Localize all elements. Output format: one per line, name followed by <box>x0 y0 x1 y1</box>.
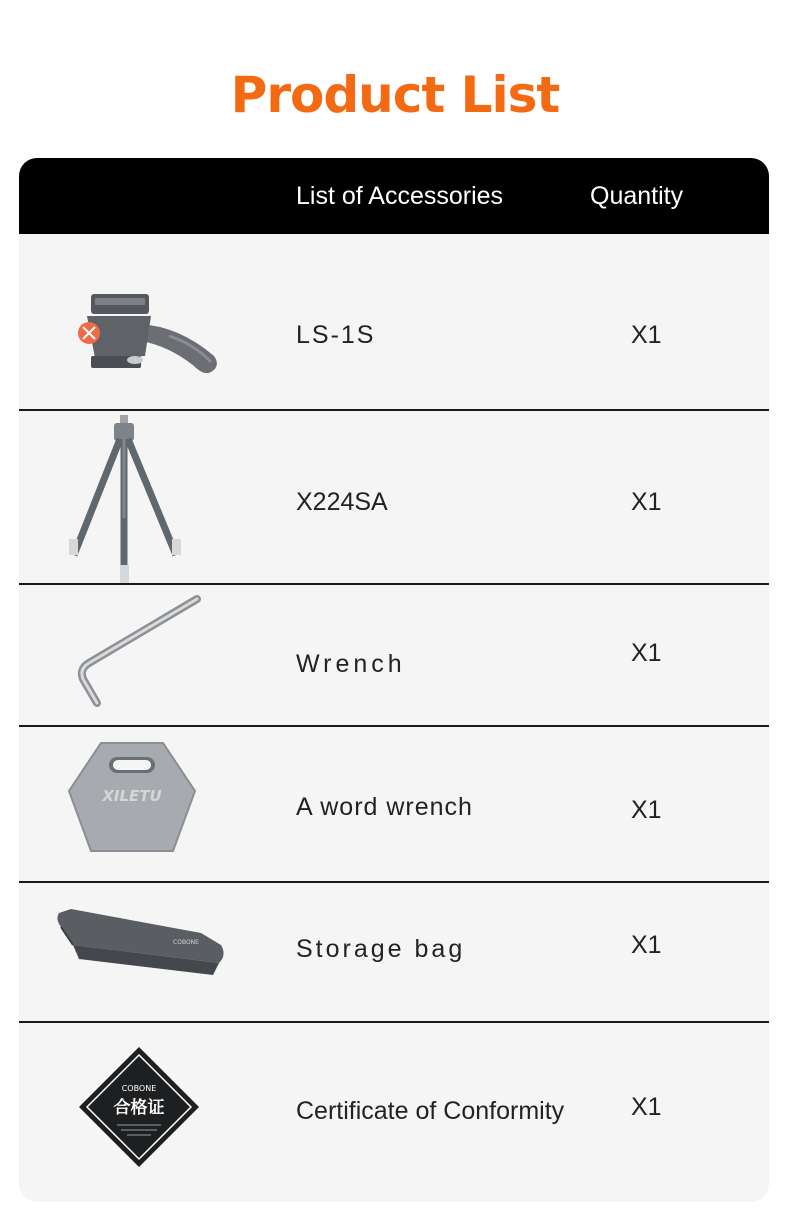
table-header <box>19 158 769 234</box>
table-row <box>19 234 769 410</box>
item-name: LS-1S <box>296 321 376 349</box>
accessories-column-header: List of Accessories <box>296 182 504 210</box>
word-wrench-logo: XILETU <box>102 787 162 805</box>
item-quantity: X1 <box>631 639 662 667</box>
storage-bag-icon <box>51 905 231 985</box>
item-quantity: X1 <box>631 796 662 824</box>
certificate-text: 合格证 <box>113 1098 165 1118</box>
table-row <box>19 1021 769 1202</box>
item-name: A word wrench <box>296 793 473 821</box>
certificate-brand: COBONE <box>121 1084 157 1093</box>
fluid-head-icon <box>69 286 229 386</box>
item-quantity: X1 <box>631 1093 662 1121</box>
table-row <box>19 409 769 585</box>
item-name: Wrench <box>296 650 406 678</box>
tripod-icon <box>64 413 184 585</box>
quantity-column-header: Quantity <box>590 182 684 210</box>
item-name: Certificate of Conformity <box>296 1097 565 1125</box>
word-wrench-icon <box>67 739 197 855</box>
item-name: Storage bag <box>296 935 466 963</box>
table-row <box>19 583 769 726</box>
table-row <box>19 881 769 1023</box>
item-quantity: X1 <box>631 321 662 349</box>
bag-logo: COBONE <box>173 939 199 946</box>
page-title: Product List <box>230 66 560 124</box>
certificate-icon <box>77 1045 201 1169</box>
hex-wrench-icon <box>69 591 209 711</box>
item-quantity: X1 <box>631 488 662 516</box>
product-list-table <box>19 158 769 1202</box>
item-quantity: X1 <box>631 931 662 959</box>
table-row <box>19 725 769 883</box>
item-name: X224SA <box>296 488 388 516</box>
